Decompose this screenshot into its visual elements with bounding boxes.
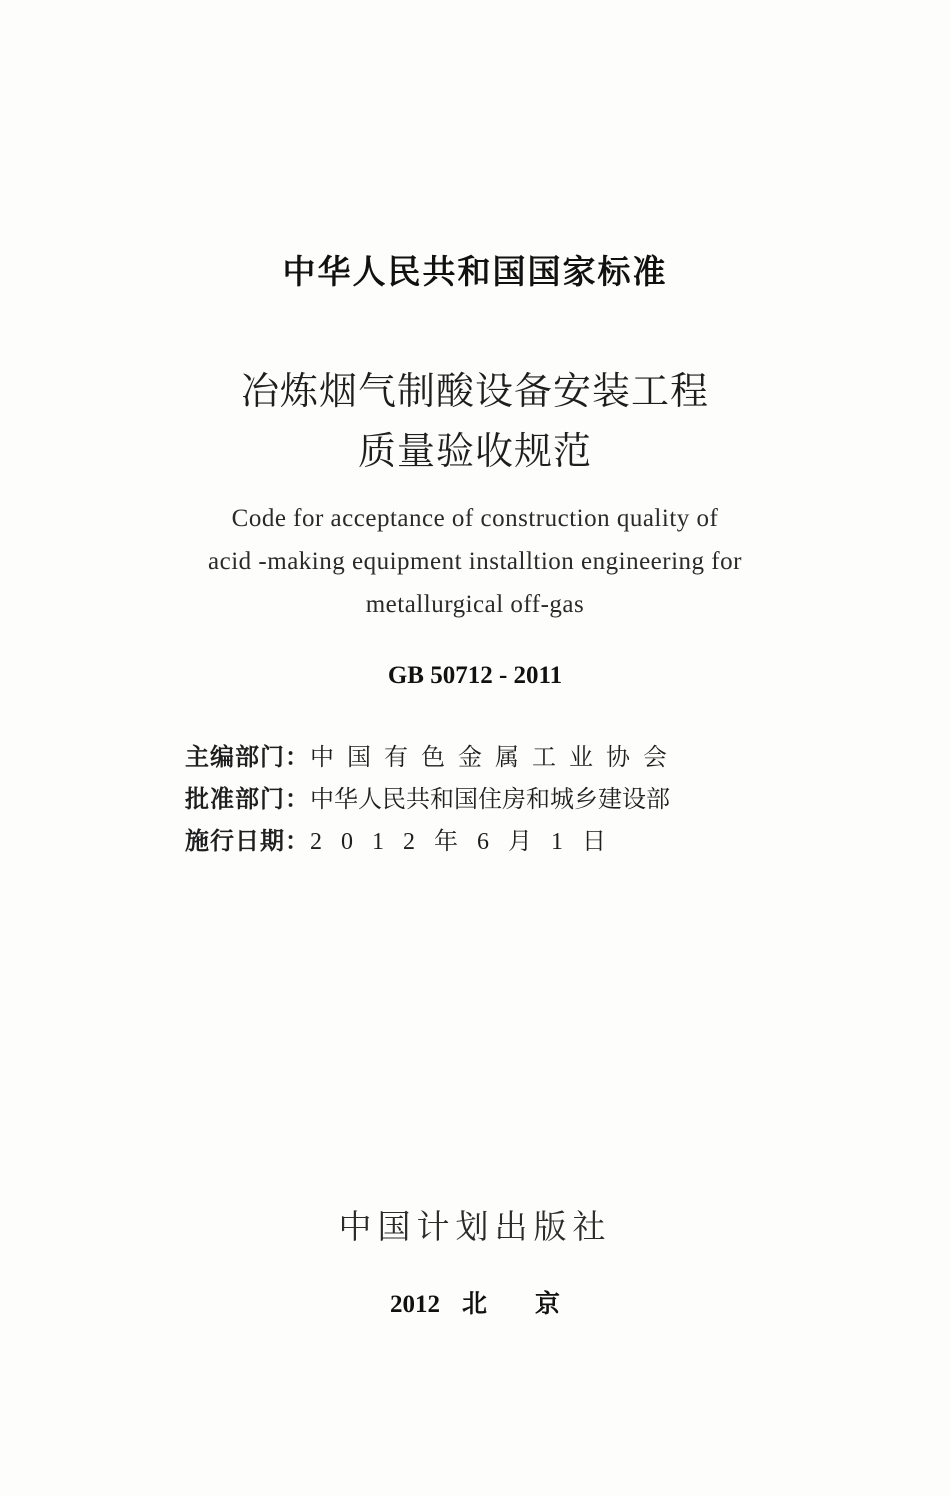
english-title-line-2: acid -making equipment installtion engineering for [208,548,742,575]
effective-date-row [185,821,755,856]
editor-department-value: 中国有色金属工业协会 [310,743,680,771]
publisher-name: 中国计划出版社 [338,1207,612,1246]
standard-code: GB 50712 - 2011 [387,662,563,689]
publication-city-part-1: 北 [461,1291,487,1318]
chinese-title-line-2: 质量验收规范 [357,429,592,473]
chinese-title-line-1: 冶炼烟气制酸设备安装工程 [240,369,709,413]
publication-place [0,1284,950,1320]
publication-city-part-2: 京 [535,1291,561,1318]
approver-department-value: 中华人民共和国住房和城乡建设部 [310,785,670,813]
editor-department-label: 主编部门： [185,743,310,771]
approver-department-label: 批准部门： [185,785,310,813]
approver-department-row [185,779,755,814]
effective-date-label: 施行日期： [185,827,310,855]
english-title-line-3: metallurgical off-gas [365,591,585,618]
effective-date-value: 2012年6月1日 [310,829,625,855]
editor-department-row [185,737,755,772]
english-title-line-1: Code for acceptance of construction quality of [231,505,719,532]
publication-year: 2012 [389,1291,440,1318]
national-standard-heading: 中华人民共和国国家标准 [282,252,668,291]
